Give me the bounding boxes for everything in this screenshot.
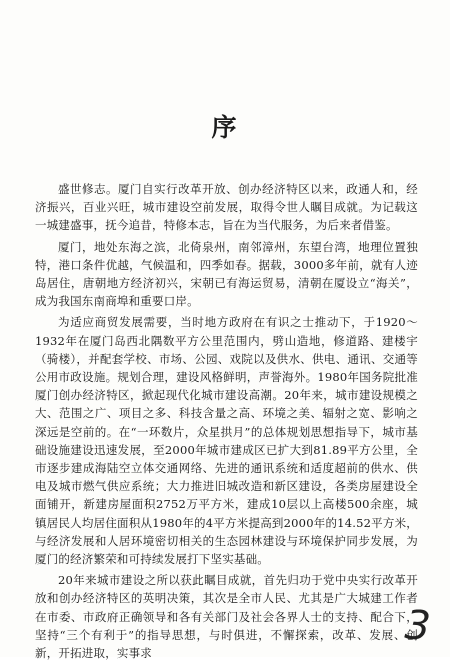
paragraph-2: 厦门，地处东海之滨，北倚泉州，南邻漳州，东望台湾，地理位置独特，港口条件优越，气候温和，四季如春。据载，3000多年前，就有人迹岛居住，唐朝地方经济初兴，宋朝已有海运贸易，清朝在厦设立“海关”，成为我国东南商埠和重要口岸。 (35, 239, 418, 309)
paragraph-3: 为适应商贸发展需要，当时地方政府在有识之士推动下，于1920～1932年在厦门岛西北隅数平方公里范围内，劈山造地，修道路、建楼宇（骑楼），并配套学校、市场、公园、戏院以及供水、供电、通讯、交通等公用市政设施。规划合理，建设风格鲜明，声誉海外。1980年国务院批准厦门创办经济特区，掀起现代化城市建设高潮。20年来，城市建设规模之大、范围之广、项目之多、科技含量之高、环境之美、辐射之宽、影响之深远是空前的。在“一环数片，众星拱月”的总体规划思想指导下，城市基础设施建设迅速发展，至2000年城市建成区已扩大到81.89平方公里，全市逐步建成海陆空立体交通网络、先进的通讯系统和适度超前的供水、供电及城市燃气供应系统；大力推进旧城改造和新区建设，各类房屋建设全面铺开，新建房屋面积2752万平方米，建成10层以上高楼500余座，城镇居民人均居住面积从1980年的4平方米提高到2000年的14.52平方米，与经济发展和人居环境密切相关的生态园林建设与环境保护同步发展，为厦门的经济繁荣和可持续发展打下坚实基础。 (35, 315, 418, 567)
page-title: 序 (211, 113, 239, 142)
handwritten-page-number: 3 (402, 602, 432, 650)
paragraph-1: 盛世修志。厦门自实行改革开放、创办经济特区以来，政通人和，经济振兴，百业兴旺，城市建设空前发展，取得令世人瞩目成就。为记载这一城建盛事，抚今追昔，特修本志，旨在为当代服务，为后来者借鉴。 (35, 182, 418, 233)
preface-body (35, 180, 418, 665)
paragraph-4: 20年来城市建设之所以获此瞩目成就，首先归功于党中央实行改革开放和创办经济特区的英明决策，其次是全市人民、尤其是广大城建工作者在市委、市政府正确领导和各有关部门及社会各界人士的支持、配合下，坚持“三个有利于”的指导思想，与时俱进，不懈探索，改革、发展、创新，开拓进取，实事求 (35, 573, 418, 661)
